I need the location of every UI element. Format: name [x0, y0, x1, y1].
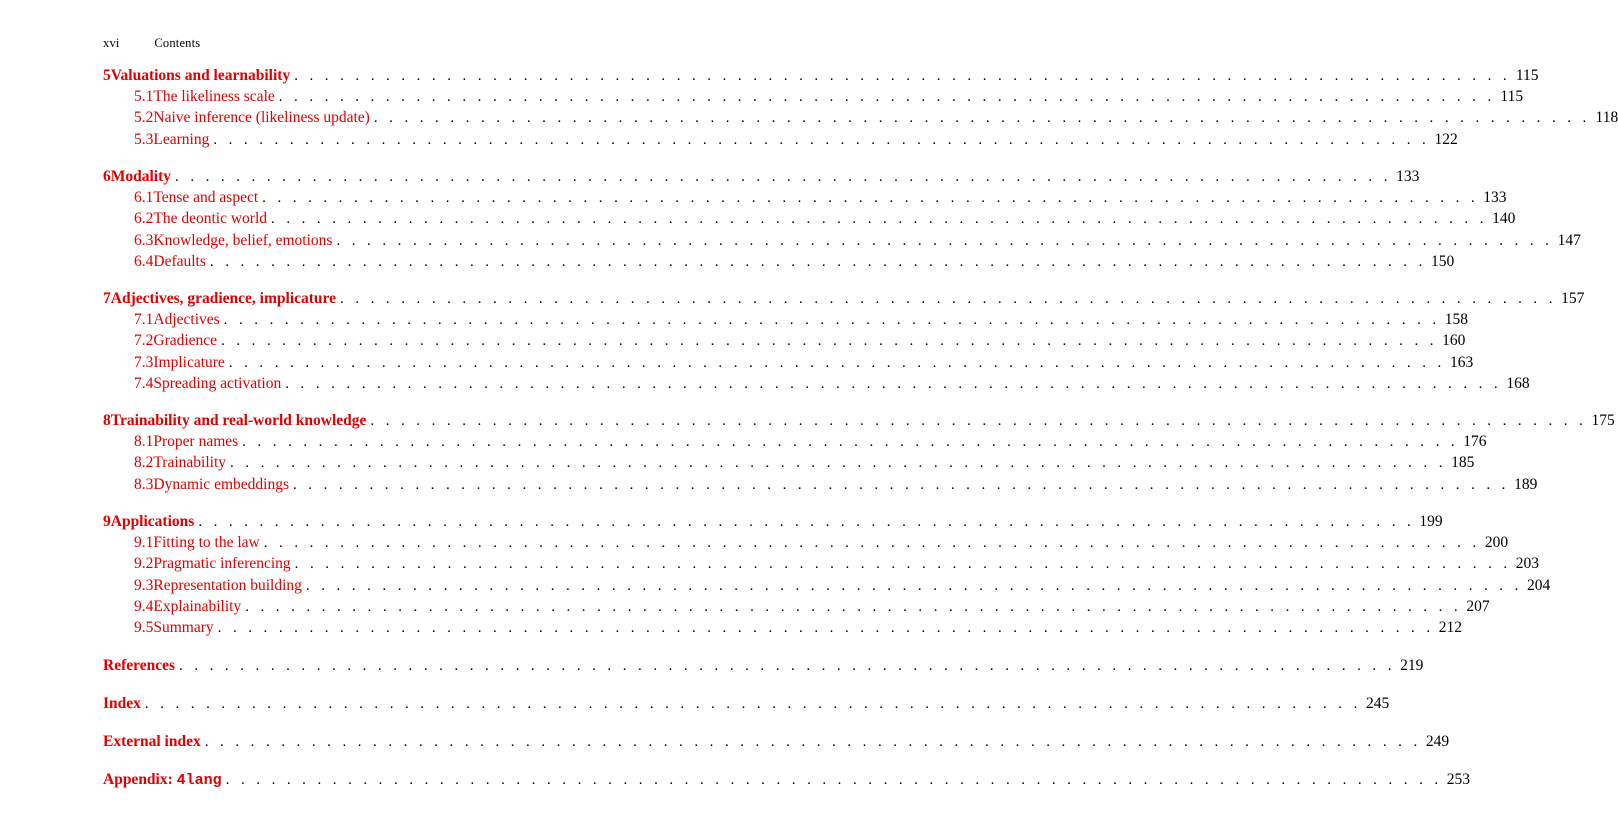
toc-entry-number: 7.3 [134, 354, 154, 371]
toc-entry-page: 185 [1451, 454, 1475, 471]
toc-leader-dots: . . . . . . . . . . . . . . . . . . . . . . . . . . . . . . . . . . . . . . . . . . . . . . . . . . . . . . . . . . . . . . . . . . . . . . . . . . . . . . . . [221, 333, 1438, 349]
toc-leader-dots: . . . . . . . . . . . . . . . . . . . . . . . . . . . . . . . . . . . . . . . . . . . . . . . . . . . . . . . . . . . . . . . . . . . . . . . . . . . . . . . . [175, 169, 1392, 185]
toc-entry-number: 6 [103, 168, 111, 185]
toc-section-entry[interactable] [134, 533, 1509, 553]
toc-entry-number: 6.2 [134, 210, 154, 227]
toc-entry-title[interactable]: Valuations and learnability [110, 67, 291, 84]
toc-leader-dots: . . . . . . . . . . . . . . . . . . . . . . . . . . . . . . . . . . . . . . . . . . . . . . . . . . . . . . . . . . . . . . . . . . . . . . . . . . . . . . . . [230, 455, 1447, 471]
toc-entry-page: 168 [1506, 375, 1530, 392]
toc-section-entry[interactable] [134, 618, 1463, 638]
toc-entry-page: 199 [1419, 513, 1443, 530]
toc-section-entry[interactable] [134, 432, 1487, 452]
toc-back-matter-entry[interactable] [103, 732, 1450, 752]
toc-entry-title[interactable]: References [103, 657, 176, 674]
toc-leader-dots: . . . . . . . . . . . . . . . . . . . . . . . . . . . . . . . . . . . . . . . . . . . . . . . . . . . . . . . . . . . . . . . . . . . . . . . . . . . . . . . . [292, 477, 1510, 493]
toc-leader-dots: . . . . . . . . . . . . . . . . . . . . . . . . . . . . . . . . . . . . . . . . . . . . . . . . . . . . . . . . . . . . . . . . . . . . . . . . . . . . . . . . [217, 620, 1435, 636]
toc-entry-page: 249 [1425, 733, 1450, 750]
toc-entry-title[interactable]: Adjectives, gradience, implicature [110, 290, 337, 307]
toc-entry-number: 9.1 [134, 534, 154, 551]
toc-entry-title[interactable]: Applications [110, 513, 195, 530]
toc-entry-number: 7.2 [134, 332, 154, 349]
toc-leader-dots: . . . . . . . . . . . . . . . . . . . . . . . . . . . . . . . . . . . . . . . . . . . . . . . . . . . . . . . . . . . . . . . . . . . . . . . . . . . . . . . . [370, 413, 1587, 429]
toc-section-entry[interactable] [134, 597, 1490, 617]
toc-entry-page: 133 [1483, 189, 1507, 206]
toc-leader-dots: . . . . . . . . . . . . . . . . . . . . . . . . . . . . . . . . . . . . . . . . . . . . . . . . . . . . . . . . . . . . . . . . . . . . . . . . . . . . . . . . [340, 291, 1557, 307]
toc-entry-page: 203 [1515, 555, 1540, 572]
running-header [103, 36, 200, 51]
toc-section-entry[interactable] [134, 331, 1466, 351]
toc-entry-title-code[interactable]: 4lang [176, 772, 222, 789]
toc-leader-dots: . . . . . . . . . . . . . . . . . . . . . . . . . . . . . . . . . . . . . . . . . . . . . . . . . . . . . . . . . . . . . . . . . . . . . . . . . . . . . . . . [305, 578, 1523, 594]
toc-section-entry[interactable] [134, 554, 1540, 574]
toc-section-entry[interactable] [134, 475, 1538, 495]
toc-entry-number: 8.1 [134, 433, 154, 450]
header-page-number: xvi [103, 36, 120, 50]
toc-chapter-entry[interactable] [103, 512, 1443, 532]
toc-entry-number: 8.2 [134, 454, 154, 471]
toc-section-entry[interactable] [134, 87, 1524, 107]
toc-entry-page: 158 [1444, 311, 1469, 328]
toc-entry-number: 5.3 [134, 131, 154, 148]
toc-section-entry[interactable] [134, 231, 1581, 251]
toc-entry-page: 140 [1492, 210, 1516, 227]
toc-entry-title[interactable]: Appendix: [103, 771, 173, 788]
toc-entry-title[interactable]: Trainability and real-world knowledge [110, 412, 367, 429]
toc-leader-dots: . . . . . . . . . . . . . . . . . . . . . . . . . . . . . . . . . . . . . . . . . . . . . . . . . . . . . . . . . . . . . . . . . . . . . . . . . . . . . . . . [278, 89, 1496, 105]
toc-entry-page: 175 [1591, 412, 1615, 429]
toc-entry-page: 118 [1595, 109, 1618, 126]
toc-leader-dots: . . . . . . . . . . . . . . . . . . . . . . . . . . . . . . . . . . . . . . . . . . . . . . . . . . . . . . . . . . . . . . . . . . . . . . . . . . . . . . . . [271, 211, 1488, 227]
toc-chapter-entry[interactable] [103, 167, 1420, 187]
toc-entry-number: 5.1 [134, 88, 154, 105]
toc-section-entry[interactable] [134, 209, 1516, 229]
toc-entry-title[interactable]: Naive inference (likeliness update) [153, 109, 370, 126]
toc-entry-number: 5.2 [134, 109, 154, 126]
toc-entry-page: 115 [1500, 88, 1524, 105]
toc-section-entry[interactable] [134, 130, 1458, 150]
header-running-title: Contents [154, 36, 201, 50]
toc-back-matter-entry[interactable] [103, 770, 1471, 790]
toc-entry-page: 253 [1446, 771, 1471, 788]
toc-leader-dots: . . . . . . . . . . . . . . . . . . . . . . . . . . . . . . . . . . . . . . . . . . . . . . . . . . . . . . . . . . . . . . . . . . . . . . . . . . . . . . . . [204, 734, 1422, 750]
toc-entry-number: 9.5 [134, 619, 154, 636]
toc-entry-title[interactable]: The likeliness scale [153, 88, 275, 105]
toc-entry-page: 115 [1515, 67, 1539, 84]
toc-entry-page: 150 [1431, 253, 1455, 270]
toc-entry-number: 9 [103, 513, 111, 530]
toc-leader-dots: . . . . . . . . . . . . . . . . . . . . . . . . . . . . . . . . . . . . . . . . . . . . . . . . . . . . . . . . . . . . . . . . . . . . . . . . . . . . . . . . [223, 312, 1441, 328]
toc-chapter-entry[interactable] [103, 66, 1539, 86]
toc-entry-title[interactable]: Spreading activation [153, 375, 282, 392]
toc-leader-dots: . . . . . . . . . . . . . . . . . . . . . . . . . . . . . . . . . . . . . . . . . . . . . . . . . . . . . . . . . . . . . . . . . . . . . . . . . . . . . . . . [245, 599, 1462, 615]
toc-entry-title[interactable]: External index [103, 733, 201, 750]
toc-leader-dots: . . . . . . . . . . . . . . . . . . . . . . . . . . . . . . . . . . . . . . . . . . . . . . . . . . . . . . . . . . . . . . . . . . . . . . . . . . . . . . . . [294, 556, 1512, 572]
toc-leader-dots: . . . . . . . . . . . . . . . . . . . . . . . . . . . . . . . . . . . . . . . . . . . . . . . . . . . . . . . . . . . . . . . . . . . . . . . . . . . . . . . . [144, 696, 1362, 712]
toc-leader-dots: . . . . . . . . . . . . . . . . . . . . . . . . . . . . . . . . . . . . . . . . . . . . . . . . . . . . . . . . . . . . . . . . . . . . . . . . . . . . . . . . [242, 434, 1459, 450]
toc-entry-title[interactable]: Modality [110, 168, 172, 185]
toc-section-entry[interactable] [134, 374, 1530, 394]
toc-entry-title[interactable]: Defaults [153, 253, 206, 270]
toc-section-entry[interactable] [134, 310, 1469, 330]
toc-entry-number: 5 [103, 67, 111, 84]
toc-section-entry[interactable] [134, 353, 1474, 373]
toc-entry-title[interactable]: Learning [153, 131, 210, 148]
toc-leader-dots: . . . . . . . . . . . . . . . . . . . . . . . . . . . . . . . . . . . . . . . . . . . . . . . . . . . . . . . . . . . . . . . . . . . . . . . . . . . . . . . . [336, 233, 1553, 249]
toc-entry-title[interactable]: Dynamic embeddings [153, 476, 289, 493]
toc-entry-page: 200 [1484, 534, 1509, 551]
toc-entry-title[interactable]: Implicature [153, 354, 225, 371]
toc-entry-page: 160 [1442, 332, 1466, 349]
toc-entry-title[interactable]: The deontic world [153, 210, 268, 227]
toc-entry-page: 133 [1396, 168, 1420, 185]
toc-leader-dots: . . . . . . . . . . . . . . . . . . . . . . . . . . . . . . . . . . . . . . . . . . . . . . . . . . . . . . . . . . . . . . . . . . . . . . . . . . . . . . . . [263, 535, 1481, 551]
toc-chapter-entry[interactable] [103, 289, 1585, 309]
toc-entry-page: 207 [1466, 598, 1490, 615]
toc-entry-title[interactable]: Index [103, 695, 141, 712]
toc-section-entry[interactable] [134, 252, 1455, 272]
toc-section-entry[interactable] [134, 576, 1551, 596]
toc-entry-title[interactable]: Representation building [153, 577, 302, 594]
toc-entry-number: 6.1 [134, 189, 154, 206]
toc-section-entry[interactable] [134, 108, 1618, 128]
toc-entry-title[interactable]: Fitting to the law [153, 534, 260, 551]
toc-entry-title[interactable]: Knowledge, belief, emotions [153, 232, 333, 249]
toc-leader-dots: . . . . . . . . . . . . . . . . . . . . . . . . . . . . . . . . . . . . . . . . . . . . . . . . . . . . . . . . . . . . . . . . . . . . . . . . . . . . . . . . [228, 355, 1446, 371]
toc-leader-dots: . . . . . . . . . . . . . . . . . . . . . . . . . . . . . . . . . . . . . . . . . . . . . . . . . . . . . . . . . . . . . . . . . . . . . . . . . . . . . . . . [373, 110, 1591, 126]
toc-leader-dots: . . . . . . . . . . . . . . . . . . . . . . . . . . . . . . . . . . . . . . . . . . . . . . . . . . . . . . . . . . . . . . . . . . . . . . . . . . . . . . . . [294, 68, 1511, 84]
toc-entry-number: 7 [103, 290, 111, 307]
toc-entry-title[interactable]: Adjectives [153, 311, 220, 328]
toc-entry-number: 7.1 [134, 311, 154, 328]
toc-leader-dots: . . . . . . . . . . . . . . . . . . . . . . . . . . . . . . . . . . . . . . . . . . . . . . . . . . . . . . . . . . . . . . . . . . . . . . . . . . . . . . . . [198, 514, 1415, 530]
toc-entry-number: 6.3 [134, 232, 154, 249]
toc-entry-page: 245 [1366, 695, 1390, 712]
toc-entry-title[interactable]: Pragmatic inferencing [153, 555, 291, 572]
toc-entry-title[interactable]: Trainability [153, 454, 227, 471]
toc-entry-page: 157 [1561, 290, 1585, 307]
toc-entry-page: 219 [1400, 657, 1424, 674]
toc-entry-page: 204 [1527, 577, 1551, 594]
toc-entry-number: 6.4 [134, 253, 154, 270]
toc-entry-number: 9.3 [134, 577, 154, 594]
toc-back-matter-entry[interactable] [103, 656, 1424, 676]
toc-entry-title[interactable]: Gradience [153, 332, 218, 349]
toc-leader-dots: . . . . . . . . . . . . . . . . . . . . . . . . . . . . . . . . . . . . . . . . . . . . . . . . . . . . . . . . . . . . . . . . . . . . . . . . . . . . . . . . [179, 658, 1396, 674]
toc-entry-page: 122 [1434, 131, 1458, 148]
toc-back-matter-entry[interactable] [103, 694, 1390, 714]
toc-entry-title[interactable]: Explainability [153, 598, 242, 615]
toc-entry-number: 8 [103, 412, 111, 429]
toc-leader-dots: . . . . . . . . . . . . . . . . . . . . . . . . . . . . . . . . . . . . . . . . . . . . . . . . . . . . . . . . . . . . . . . . . . . . . . . . . . . . . . . . [209, 254, 1427, 270]
toc-entry-number: 9.4 [134, 598, 154, 615]
toc-entry-page: 176 [1463, 433, 1487, 450]
toc-entry-title[interactable]: Proper names [153, 433, 239, 450]
toc-entry-number: 7.4 [134, 375, 154, 392]
toc-leader-dots: . . . . . . . . . . . . . . . . . . . . . . . . . . . . . . . . . . . . . . . . . . . . . . . . . . . . . . . . . . . . . . . . . . . . . . . . . . . . . . . . [262, 190, 1479, 206]
toc-entry-page: 212 [1438, 619, 1463, 636]
toc-leader-dots: . . . . . . . . . . . . . . . . . . . . . . . . . . . . . . . . . . . . . . . . . . . . . . . . . . . . . . . . . . . . . . . . . . . . . . . . . . . . . . . . [225, 772, 1443, 788]
toc-section-entry[interactable] [134, 453, 1475, 473]
toc-entry-number: 9.2 [134, 555, 154, 572]
toc-section-entry[interactable] [134, 188, 1507, 208]
toc-entry-page: 147 [1557, 232, 1581, 249]
toc-chapter-entry[interactable] [103, 411, 1615, 431]
toc-entry-page: 163 [1449, 354, 1474, 371]
toc-entry-page: 189 [1514, 476, 1538, 493]
toc-entry-number: 8.3 [134, 476, 154, 493]
toc-entry-title[interactable]: Summary [153, 619, 214, 636]
toc-leader-dots: . . . . . . . . . . . . . . . . . . . . . . . . . . . . . . . . . . . . . . . . . . . . . . . . . . . . . . . . . . . . . . . . . . . . . . . . . . . . . . . . [285, 376, 1502, 392]
toc-leader-dots: . . . . . . . . . . . . . . . . . . . . . . . . . . . . . . . . . . . . . . . . . . . . . . . . . . . . . . . . . . . . . . . . . . . . . . . . . . . . . . . . [213, 132, 1430, 148]
toc-entry-title[interactable]: Tense and aspect [153, 189, 259, 206]
